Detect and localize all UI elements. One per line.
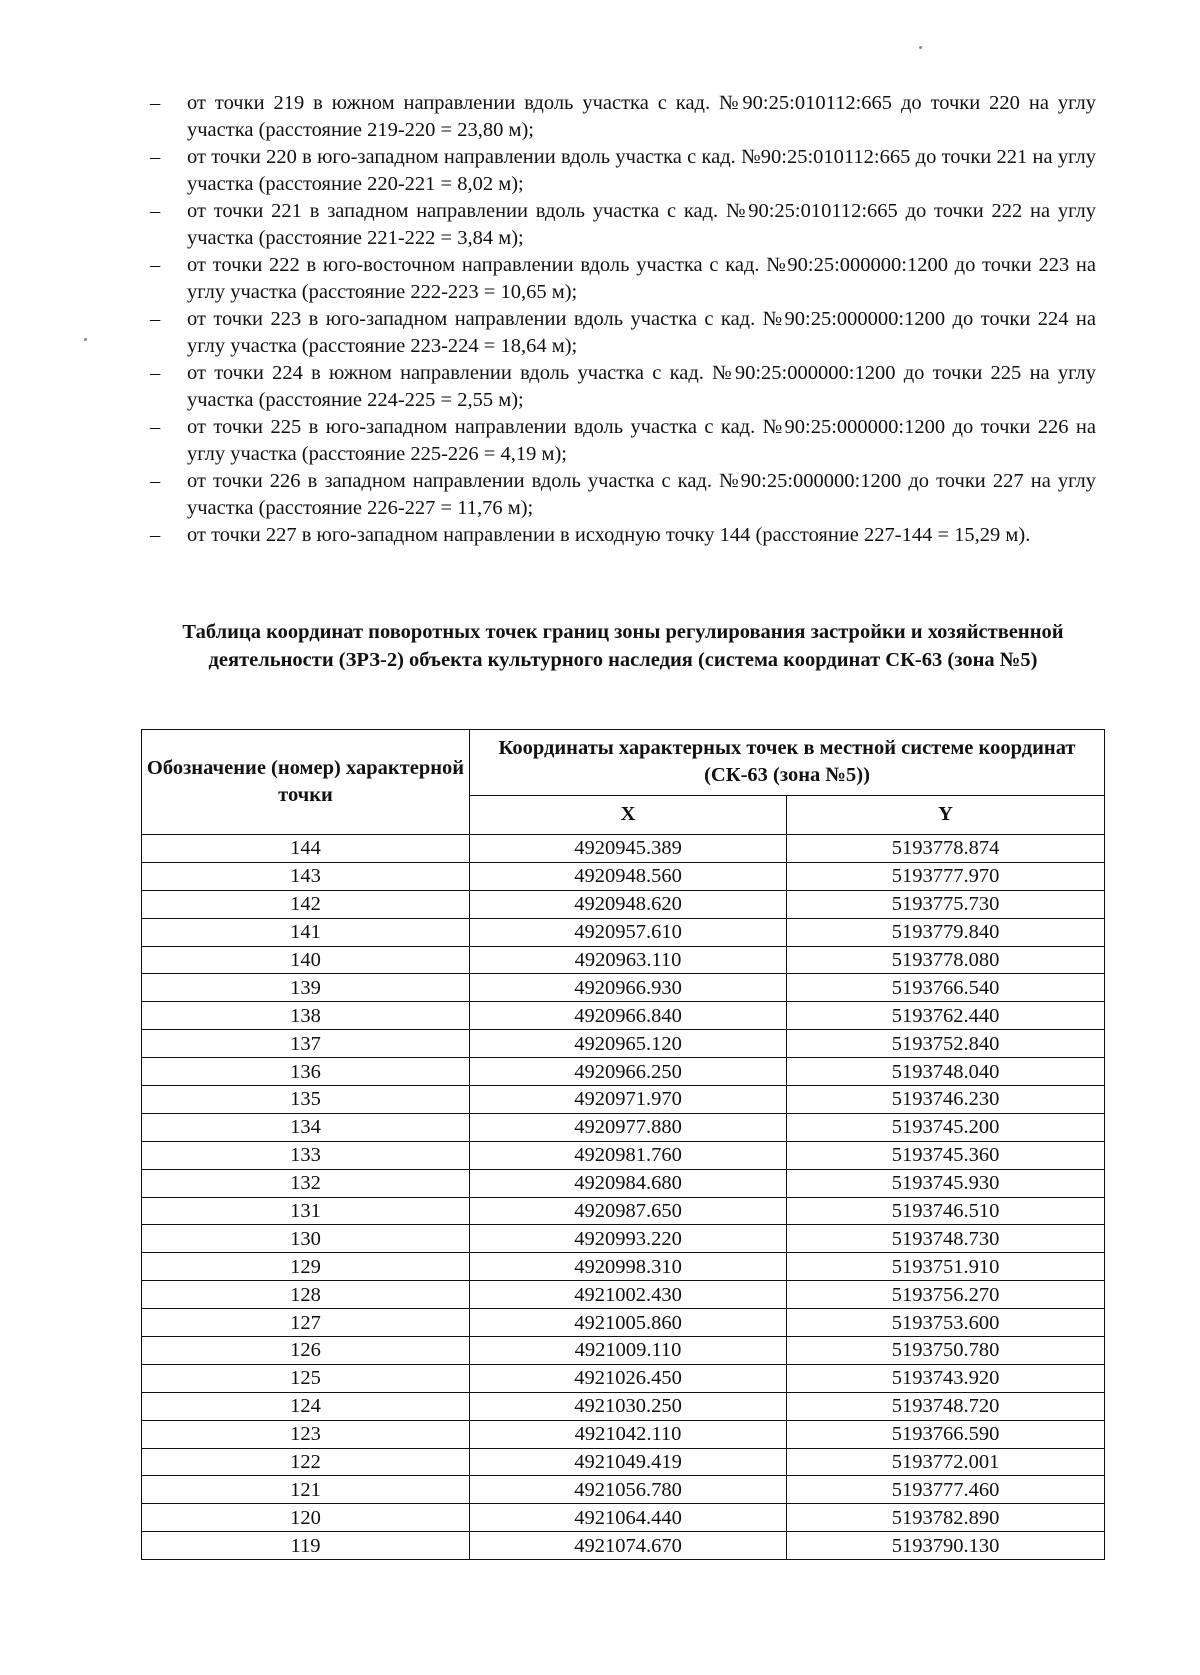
cell-point-number: 144 [142, 835, 470, 863]
cell-x-coordinate: 4921005.860 [470, 1309, 787, 1337]
cell-x-coordinate: 4920948.620 [470, 890, 787, 918]
cell-x-coordinate: 4921030.250 [470, 1392, 787, 1420]
cell-point-number: 134 [142, 1113, 470, 1141]
cell-y-coordinate: 5193778.080 [787, 946, 1105, 974]
list-dash: – [150, 362, 161, 384]
cell-x-coordinate: 4920977.880 [470, 1113, 787, 1141]
scan-speck [919, 46, 922, 49]
table-row [142, 1504, 1105, 1532]
cell-x-coordinate: 4921074.670 [470, 1532, 787, 1560]
cell-point-number: 138 [142, 1002, 470, 1030]
cell-y-coordinate: 5193746.510 [787, 1197, 1105, 1225]
table-row [142, 1309, 1105, 1337]
list-dash: – [150, 416, 161, 438]
cell-y-coordinate: 5193766.590 [787, 1420, 1105, 1448]
list-item-text: от точки 224 в южном направлении вдоль участка с кад. №90:25:000000:1200 до точки 225 на углу участка (расстояние 224-225 = 2,55 м); [187, 362, 1096, 411]
list-item [150, 306, 1096, 360]
cell-y-coordinate: 5193775.730 [787, 890, 1105, 918]
cell-point-number: 126 [142, 1337, 470, 1365]
table-row [142, 918, 1105, 946]
cell-x-coordinate: 4921064.440 [470, 1504, 787, 1532]
list-dash: – [150, 308, 161, 330]
list-item-text: от точки 222 в юго-восточном направлении вдоль участка с кад. №90:25:000000:1200 до точки 223 на углу участка (расстояние 222-223 = 10,65 м); [187, 254, 1096, 303]
table-row [142, 1281, 1105, 1309]
list-item [150, 90, 1096, 144]
cell-y-coordinate: 5193778.874 [787, 835, 1105, 863]
list-item [150, 522, 1096, 549]
list-item [150, 468, 1096, 522]
table-row [142, 1448, 1105, 1476]
cell-point-number: 142 [142, 890, 470, 918]
list-dash: – [150, 470, 161, 492]
cell-point-number: 119 [142, 1532, 470, 1560]
cell-x-coordinate: 4920993.220 [470, 1225, 787, 1253]
cell-x-coordinate: 4920945.389 [470, 835, 787, 863]
table-row [142, 1002, 1105, 1030]
table-row [142, 946, 1105, 974]
cell-point-number: 132 [142, 1169, 470, 1197]
cell-point-number: 120 [142, 1504, 470, 1532]
cell-point-number: 125 [142, 1364, 470, 1392]
cell-x-coordinate: 4920957.610 [470, 918, 787, 946]
cell-y-coordinate: 5193746.230 [787, 1086, 1105, 1114]
scan-speck [84, 338, 87, 341]
cell-x-coordinate: 4920966.250 [470, 1058, 787, 1086]
table-row [142, 1476, 1105, 1504]
cell-y-coordinate: 5193752.840 [787, 1030, 1105, 1058]
cell-y-coordinate: 5193790.130 [787, 1532, 1105, 1560]
cell-x-coordinate: 4920987.650 [470, 1197, 787, 1225]
coordinates-table [141, 729, 1105, 1560]
cell-x-coordinate: 4921026.450 [470, 1364, 787, 1392]
cell-y-coordinate: 5193753.600 [787, 1309, 1105, 1337]
header-x: X [470, 795, 787, 834]
cell-y-coordinate: 5193745.200 [787, 1113, 1105, 1141]
cell-y-coordinate: 5193748.040 [787, 1058, 1105, 1086]
cell-y-coordinate: 5193777.970 [787, 862, 1105, 890]
cell-x-coordinate: 4920965.120 [470, 1030, 787, 1058]
table-row [142, 1113, 1105, 1141]
cell-point-number: 127 [142, 1309, 470, 1337]
header-y: Y [787, 795, 1105, 834]
list-item [150, 144, 1096, 198]
cell-x-coordinate: 4920966.930 [470, 974, 787, 1002]
cell-y-coordinate: 5193743.920 [787, 1364, 1105, 1392]
cell-y-coordinate: 5193745.360 [787, 1141, 1105, 1169]
list-item-text: от точки 225 в юго-западном направлении вдоль участка с кад. №90:25:000000:1200 до точки 226 на углу участка (расстояние 225-226 = 4,19 м); [187, 416, 1096, 465]
list-item [150, 252, 1096, 306]
list-item [150, 360, 1096, 414]
list-item-text: от точки 221 в западном направлении вдоль участка с кад. №90:25:010112:665 до точки 222 на углу участка (расстояние 221-222 = 3,84 м); [187, 200, 1096, 249]
cell-point-number: 122 [142, 1448, 470, 1476]
cell-point-number: 128 [142, 1281, 470, 1309]
cell-x-coordinate: 4920971.970 [470, 1086, 787, 1114]
cell-point-number: 135 [142, 1086, 470, 1114]
table-row [142, 1197, 1105, 1225]
cell-x-coordinate: 4920948.560 [470, 862, 787, 890]
table-row [142, 1030, 1105, 1058]
cell-x-coordinate: 4920984.680 [470, 1169, 787, 1197]
cell-y-coordinate: 5193772.001 [787, 1448, 1105, 1476]
table-row [142, 1364, 1105, 1392]
list-item-text: от точки 219 в южном направлении вдоль участка с кад. №90:25:010112:665 до точки 220 на углу участка (расстояние 219-220 = 23,80 м); [187, 92, 1096, 141]
cell-point-number: 143 [142, 862, 470, 890]
cell-y-coordinate: 5193779.840 [787, 918, 1105, 946]
cell-point-number: 131 [142, 1197, 470, 1225]
list-dash: – [150, 254, 161, 276]
cell-y-coordinate: 5193748.730 [787, 1225, 1105, 1253]
list-item-text: от точки 220 в юго-западном направлении вдоль участка с кад. №90:25:010112:665 до точки 221 на углу участка (расстояние 220-221 = 8,02 м); [187, 146, 1096, 195]
table-row [142, 835, 1105, 863]
table-row [142, 1532, 1105, 1560]
coordinates-table-body [142, 835, 1105, 1560]
header-coordinates-group: Координаты характерных точек в местной системе координат (СК-63 (зона №5)) [470, 730, 1105, 796]
table-row [142, 1392, 1105, 1420]
list-dash: – [150, 146, 161, 168]
cell-point-number: 121 [142, 1476, 470, 1504]
table-row [142, 1253, 1105, 1281]
list-item-text: от точки 223 в юго-западном направлении вдоль участка с кад. №90:25:000000:1200 до точки 224 на углу участка (расстояние 223-224 = 18,64 м); [187, 308, 1096, 357]
boundary-description-list [150, 90, 1096, 549]
list-dash: – [150, 92, 161, 114]
list-item [150, 414, 1096, 468]
cell-y-coordinate: 5193766.540 [787, 974, 1105, 1002]
list-dash: – [150, 200, 161, 222]
table-row [142, 862, 1105, 890]
list-item [150, 198, 1096, 252]
list-item-text: от точки 226 в западном направлении вдоль участка с кад. №90:25:000000:1200 до точки 227 на углу участка (расстояние 226-227 = 11,76 м); [187, 470, 1096, 519]
table-row [142, 890, 1105, 918]
list-dash: – [150, 524, 161, 546]
cell-y-coordinate: 5193750.780 [787, 1337, 1105, 1365]
cell-y-coordinate: 5193756.270 [787, 1281, 1105, 1309]
cell-x-coordinate: 4920966.840 [470, 1002, 787, 1030]
table-row [142, 974, 1105, 1002]
cell-point-number: 140 [142, 946, 470, 974]
table-row [142, 1141, 1105, 1169]
cell-x-coordinate: 4920981.760 [470, 1141, 787, 1169]
cell-y-coordinate: 5193777.460 [787, 1476, 1105, 1504]
cell-point-number: 130 [142, 1225, 470, 1253]
table-row [142, 1086, 1105, 1114]
cell-y-coordinate: 5193748.720 [787, 1392, 1105, 1420]
cell-x-coordinate: 4920998.310 [470, 1253, 787, 1281]
cell-y-coordinate: 5193762.440 [787, 1002, 1105, 1030]
cell-point-number: 123 [142, 1420, 470, 1448]
cell-point-number: 136 [142, 1058, 470, 1086]
cell-y-coordinate: 5193745.930 [787, 1169, 1105, 1197]
cell-point-number: 139 [142, 974, 470, 1002]
cell-point-number: 137 [142, 1030, 470, 1058]
header-point-designation: Обозначение (номер) характерной точки [142, 730, 470, 835]
cell-x-coordinate: 4921009.110 [470, 1337, 787, 1365]
cell-y-coordinate: 5193751.910 [787, 1253, 1105, 1281]
table-row [142, 1337, 1105, 1365]
table-row [142, 1169, 1105, 1197]
cell-x-coordinate: 4921042.110 [470, 1420, 787, 1448]
cell-point-number: 129 [142, 1253, 470, 1281]
cell-y-coordinate: 5193782.890 [787, 1504, 1105, 1532]
cell-x-coordinate: 4920963.110 [470, 946, 787, 974]
cell-x-coordinate: 4921002.430 [470, 1281, 787, 1309]
table-row [142, 1420, 1105, 1448]
cell-x-coordinate: 4921056.780 [470, 1476, 787, 1504]
cell-x-coordinate: 4921049.419 [470, 1448, 787, 1476]
table-row [142, 1058, 1105, 1086]
cell-point-number: 141 [142, 918, 470, 946]
cell-point-number: 133 [142, 1141, 470, 1169]
list-item-text: от точки 227 в юго-западном направлении в исходную точку 144 (расстояние 227-144 = 15,29 м). [187, 524, 1031, 546]
table-caption: Таблица координат поворотных точек границ зоны регулирования застройки и хозяйственной деятельности (ЗРЗ-2) объекта культурного наследия (система координат СК-63 (зона №5) [182, 621, 1064, 671]
table-row [142, 1225, 1105, 1253]
cell-point-number: 124 [142, 1392, 470, 1420]
